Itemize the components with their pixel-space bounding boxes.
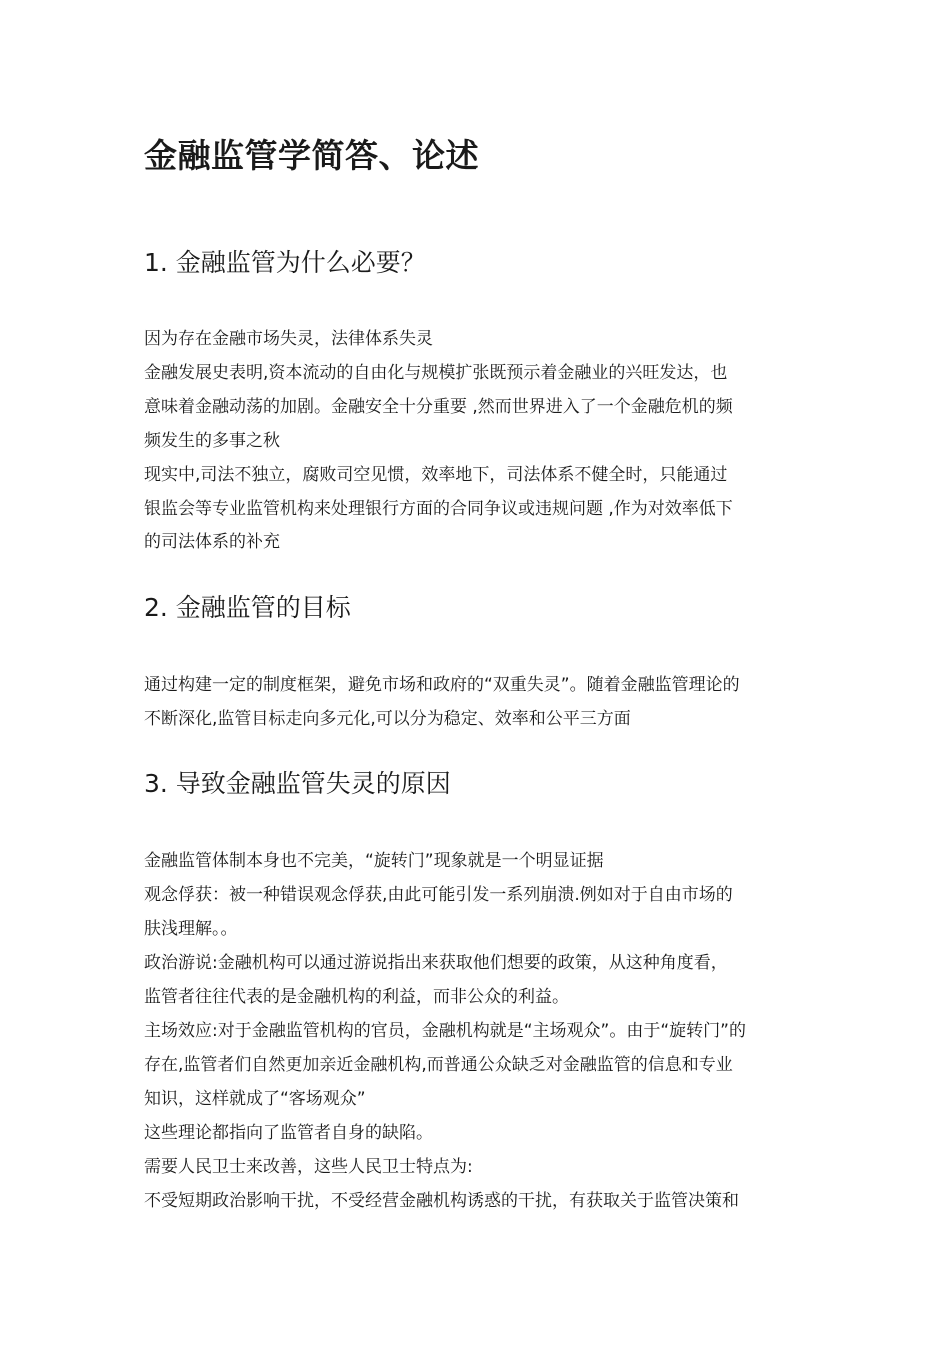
- paragraph-line: 这些理论都指向了监管者自身的缺陷。: [144, 1123, 433, 1143]
- section-heading-1: 1. 金融监管为什么必要？: [144, 248, 426, 277]
- paragraph-line: 金融发展史表明,资本流动的自由化与规模扩张既预示着金融业的兴旺发达，也: [144, 363, 728, 383]
- paragraph-line: 现实中,司法不独立，腐败司空见惯，效率地下，司法体系不健全时，只能通过: [144, 465, 728, 485]
- paragraph-line: 观念俘获：被一种错误观念俘获,由此可能引发一系列崩溃.例如对于自由市场的: [144, 885, 733, 905]
- paragraph-line: 银监会等专业监管机构来处理银行方面的合同争议或违规问题 ,作为对效率低下: [144, 499, 733, 519]
- paragraph-line: 存在,监管者们自然更加亲近金融机构,而普通公众缺乏对金融监管的信息和专业: [144, 1055, 733, 1075]
- paragraph-line: 因为存在金融市场失灵，法律体系失灵: [144, 329, 433, 349]
- paragraph-line: 需要人民卫士来改善，这些人民卫士特点为:: [144, 1157, 473, 1177]
- paragraph-line: 知识，这样就成了“客场观众”: [144, 1089, 366, 1109]
- paragraph-line: 的司法体系的补充: [144, 532, 280, 552]
- paragraph-line: 不受短期政治影响干扰，不受经营金融机构诱惑的干扰，有获取关于监管决策和: [144, 1191, 739, 1211]
- document-title: 金融监管学简答、论述: [144, 136, 479, 175]
- section-heading-2: 2. 金融监管的目标: [144, 593, 351, 622]
- paragraph-line: 政治游说:金融机构可以通过游说指出来获取他们想要的政策，从这种角度看，: [144, 953, 728, 973]
- paragraph-line: 肤浅理解。。: [144, 919, 238, 939]
- paragraph-line: 不断深化,监管目标走向多元化,可以分为稳定、效率和公平三方面: [144, 709, 631, 729]
- paragraph-line: 通过构建一定的制度框架，避免市场和政府的“双重失灵”。随着金融监管理论的: [144, 675, 740, 695]
- paragraph-line: 主场效应:对于金融监管机构的官员，金融机构就是“主场观众”。由于“旋转门”的: [144, 1021, 746, 1041]
- paragraph-line: 监管者往往代表的是金融机构的利益，而非公众的利益。: [144, 987, 569, 1007]
- paragraph-line: 频发生的多事之秋: [144, 431, 280, 451]
- paragraph-line: 金融监管体制本身也不完美，“旋转门”现象就是一个明显证据: [144, 851, 604, 871]
- paragraph-line: 意味着金融动荡的加剧。金融安全十分重要 ,然而世界进入了一个金融危机的频: [144, 397, 733, 417]
- section-heading-3: 3. 导致金融监管失灵的原因: [144, 769, 451, 798]
